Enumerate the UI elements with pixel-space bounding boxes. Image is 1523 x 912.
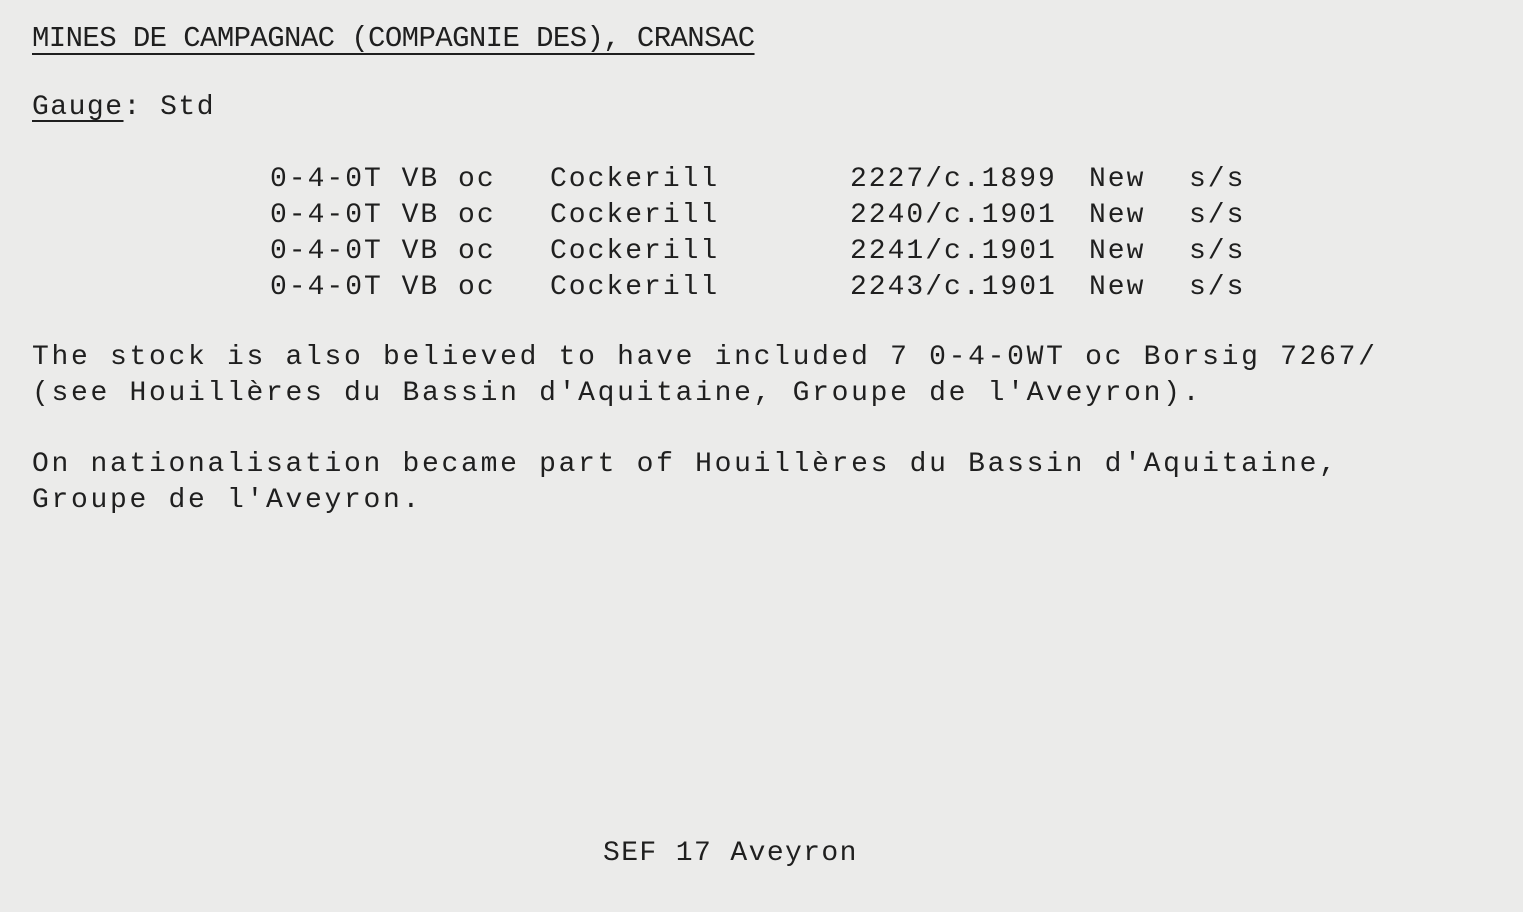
stock-note-paragraph: [32, 340, 1378, 412]
loco-works-number: 2241/c.1901: [850, 236, 1057, 267]
loco-source: New: [1089, 164, 1146, 195]
gauge-label: Gauge: [32, 92, 124, 123]
loco-type: 0-4-0T VB oc: [270, 272, 496, 303]
loco-builder: Cockerill: [550, 236, 720, 267]
page-title: MINES DE CAMPAGNAC (COMPAGNIE DES), CRANSAC: [32, 22, 755, 55]
loco-type: 0-4-0T VB oc: [270, 164, 496, 195]
loco-works-number: 2227/c.1899: [850, 164, 1057, 195]
paragraph-line: On nationalisation became part of Houillères du Bassin d'Aquitaine,: [32, 449, 1339, 480]
gauge-line: [32, 92, 215, 123]
loco-works-number: 2243/c.1901: [850, 272, 1057, 303]
loco-works-number: 2240/c.1901: [850, 200, 1057, 231]
loco-source: New: [1089, 272, 1146, 303]
loco-disposal: s/s: [1189, 272, 1246, 303]
nationalisation-paragraph: [32, 447, 1339, 519]
paragraph-line: (see Houillères du Bassin d'Aquitaine, Groupe de l'Aveyron).: [32, 378, 1203, 409]
gauge-value: Std: [160, 92, 216, 123]
paragraph-line: The stock is also believed to have included 7 0-4-0WT oc Borsig 7267/: [32, 342, 1378, 373]
loco-source: New: [1089, 236, 1146, 267]
gauge-colon: :: [123, 92, 161, 123]
page-footer: SEF 17 Aveyron: [603, 838, 858, 869]
loco-builder: Cockerill: [550, 272, 720, 303]
loco-disposal: s/s: [1189, 164, 1246, 195]
loco-type: 0-4-0T VB oc: [270, 236, 496, 267]
paragraph-line: Groupe de l'Aveyron.: [32, 485, 423, 516]
loco-disposal: s/s: [1189, 200, 1246, 231]
loco-builder: Cockerill: [550, 200, 720, 231]
loco-type: 0-4-0T VB oc: [270, 200, 496, 231]
loco-builder: Cockerill: [550, 164, 720, 195]
loco-disposal: s/s: [1189, 236, 1246, 267]
loco-source: New: [1089, 200, 1146, 231]
